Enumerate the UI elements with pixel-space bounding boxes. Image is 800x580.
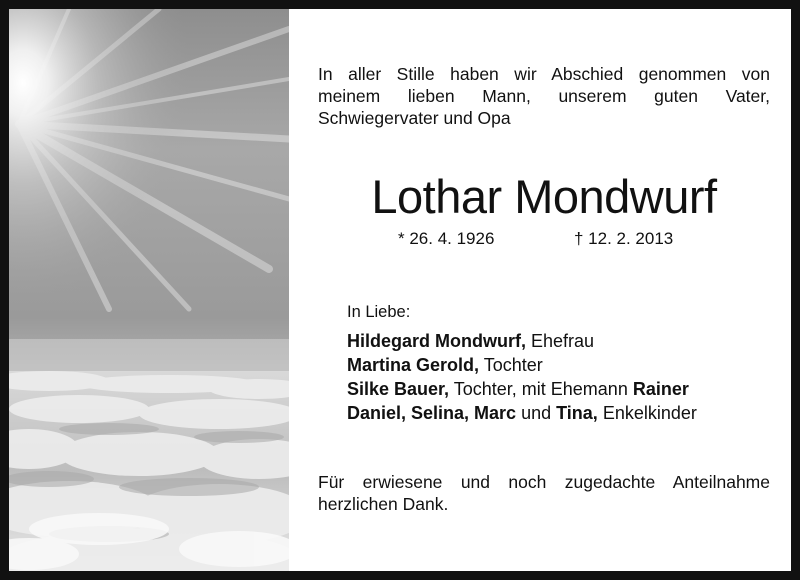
intro-paragraph: [318, 63, 770, 129]
mourners-heading: In Liebe:: [347, 303, 411, 321]
deceased-name: Lothar Mondwurf: [371, 170, 717, 223]
mourner-name: Rainer: [632, 379, 689, 399]
mourner-name: Silke Bauer,: [347, 379, 450, 399]
mourner-relation: Tochter, mit Ehemann: [449, 379, 633, 399]
mourner-name: Tina,: [556, 403, 598, 423]
mourner-relation: Enkelkinder: [597, 403, 697, 423]
mourner-row: [347, 401, 777, 425]
mourners-list: [347, 301, 777, 425]
sunlit-clouds-image: [9, 9, 289, 571]
mourner-relation: Ehefrau: [526, 331, 595, 351]
mourner-name: Martina Gerold,: [347, 355, 480, 375]
intro-line: In aller Stille haben wir Abschied genommen von: [318, 64, 770, 84]
intro-line: Schwiegervater und Opa: [318, 108, 511, 128]
mourner-name: Daniel, Selina, Marc: [347, 403, 517, 423]
mourner-row: [347, 353, 777, 377]
thanks-paragraph: [318, 471, 770, 515]
thanks-line: herzlichen Dank.: [318, 494, 449, 514]
mourner-row: [347, 329, 777, 353]
intro-line: meinem lieben Mann, unserem guten Vater,: [318, 86, 770, 106]
birth-date: * 26. 4. 1926: [398, 229, 495, 248]
mourner-name: Hildegard Mondwurf,: [347, 331, 526, 351]
death-date: † 12. 2. 2013: [574, 229, 674, 248]
mourner-row: [347, 377, 777, 401]
notice-text: [318, 9, 770, 571]
mourner-relation: und: [516, 403, 557, 423]
mourner-relation: Tochter: [479, 355, 543, 375]
sky-clouds-photo: [9, 9, 289, 571]
thanks-line: Für erwiesene und noch zugedachte Anteilnahme: [318, 472, 770, 492]
